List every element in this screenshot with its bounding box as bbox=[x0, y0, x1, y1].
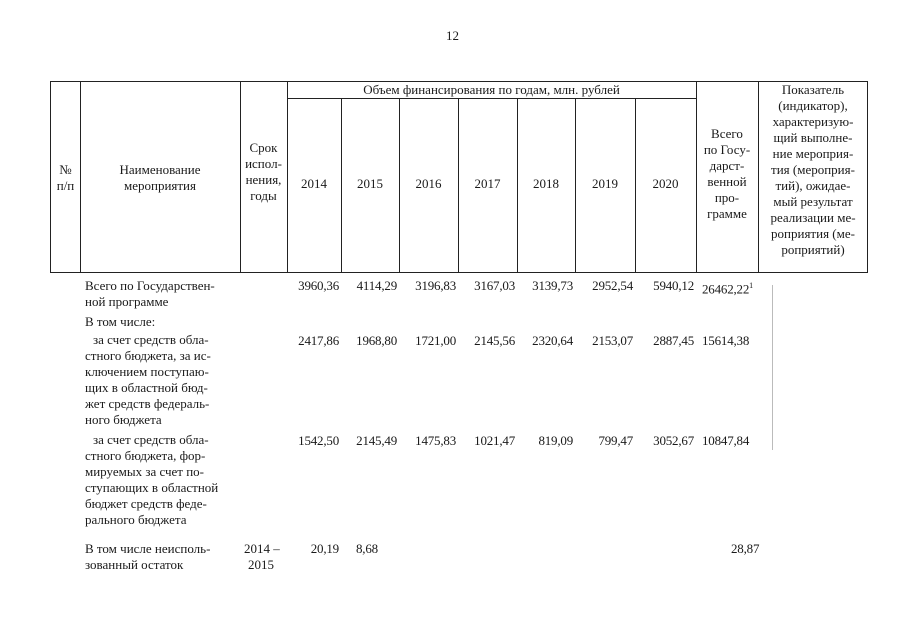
value-2015: 4114,29 bbox=[356, 278, 397, 293]
value-2020: 3052,67 bbox=[653, 433, 694, 448]
value-2015: 8,68 bbox=[356, 541, 378, 556]
value-2017: 1021,47 bbox=[474, 433, 515, 448]
header-year-2020: 2020 bbox=[652, 176, 679, 191]
value-2019: 799,47 bbox=[598, 433, 633, 448]
value-2019: 2952,54 bbox=[592, 278, 633, 293]
header-total: Всего по Госу- дарст- венной про- грамме bbox=[703, 126, 751, 221]
page-number: 12 bbox=[446, 28, 459, 43]
row-name: В том числе: bbox=[85, 314, 156, 329]
header-year-2017: 2017 bbox=[474, 176, 501, 191]
value-total: 28,87 bbox=[731, 541, 760, 556]
value-2019: 2153,07 bbox=[592, 333, 633, 348]
value-2014: 2417,86 bbox=[298, 333, 339, 348]
value-2014: 1542,50 bbox=[298, 433, 339, 448]
row-name: В том числе неисполь- зованный остаток bbox=[85, 541, 211, 572]
value-2015: 2145,49 bbox=[356, 433, 397, 448]
value-2018: 3139,73 bbox=[532, 278, 573, 293]
header-volume: Объем финансирования по годам, млн. рублей bbox=[363, 82, 620, 97]
row-name: за счет средств обла- bbox=[93, 332, 209, 347]
total-footnote-mark: 1 bbox=[749, 281, 753, 290]
value-2020: 2887,45 bbox=[653, 333, 694, 348]
value-total: 10847,84 bbox=[702, 433, 750, 448]
row-name: за счет средств обла- bbox=[93, 432, 209, 447]
header-term: Срок испол- нения, годы bbox=[245, 140, 282, 203]
header-year-2018: 2018 bbox=[533, 176, 559, 191]
value-2015: 1968,80 bbox=[356, 333, 397, 348]
header-indicator: Показатель (индикатор), характеризую- щий выполне- ние мероприя- тия (мероприя- тий), ожидае- мый результат реализации ме- роприятия (ме- роприятий) bbox=[770, 82, 856, 257]
value-total: 26462,22$^1$ bbox=[702, 281, 753, 297]
header-name: Наименование мероприятия bbox=[119, 162, 201, 193]
header-year-2016: 2016 bbox=[415, 176, 442, 191]
header-year-2014: 2014 bbox=[301, 176, 327, 191]
row-term: 2014 – 2015 bbox=[244, 541, 280, 572]
value-2014: 20,19 bbox=[310, 541, 339, 556]
value-2020: 5940,12 bbox=[653, 278, 694, 293]
row-name-continued: стного бюджета, фор- мируемых за счет по- ступающих в областной бюджет средств феде- рального бюджета bbox=[85, 448, 219, 527]
row-name: Всего по Государствен- ной программе bbox=[85, 278, 215, 309]
value-2017: 3167,03 bbox=[474, 278, 515, 293]
body-divider-total bbox=[772, 285, 773, 450]
value-2016: 3196,83 bbox=[415, 278, 456, 293]
header-bottom-border bbox=[50, 272, 868, 273]
value-2018: 819,09 bbox=[538, 433, 573, 448]
header-num: № п/п bbox=[56, 162, 75, 193]
row-name-continued: стного бюджета, за ис- ключением поступаю- щих в областной бюд- жет средств федераль- ного бюджета bbox=[85, 348, 211, 427]
value-2014: 3960,36 bbox=[298, 278, 339, 293]
value-2016: 1721,00 bbox=[415, 333, 456, 348]
value-total: 15614,38 bbox=[702, 333, 750, 348]
value-2016: 1475,83 bbox=[415, 433, 456, 448]
value-2018: 2320,64 bbox=[532, 333, 573, 348]
header-year-2015: 2015 bbox=[357, 176, 383, 191]
value-2017: 2145,56 bbox=[474, 333, 515, 348]
header-year-2019: 2019 bbox=[592, 176, 618, 191]
